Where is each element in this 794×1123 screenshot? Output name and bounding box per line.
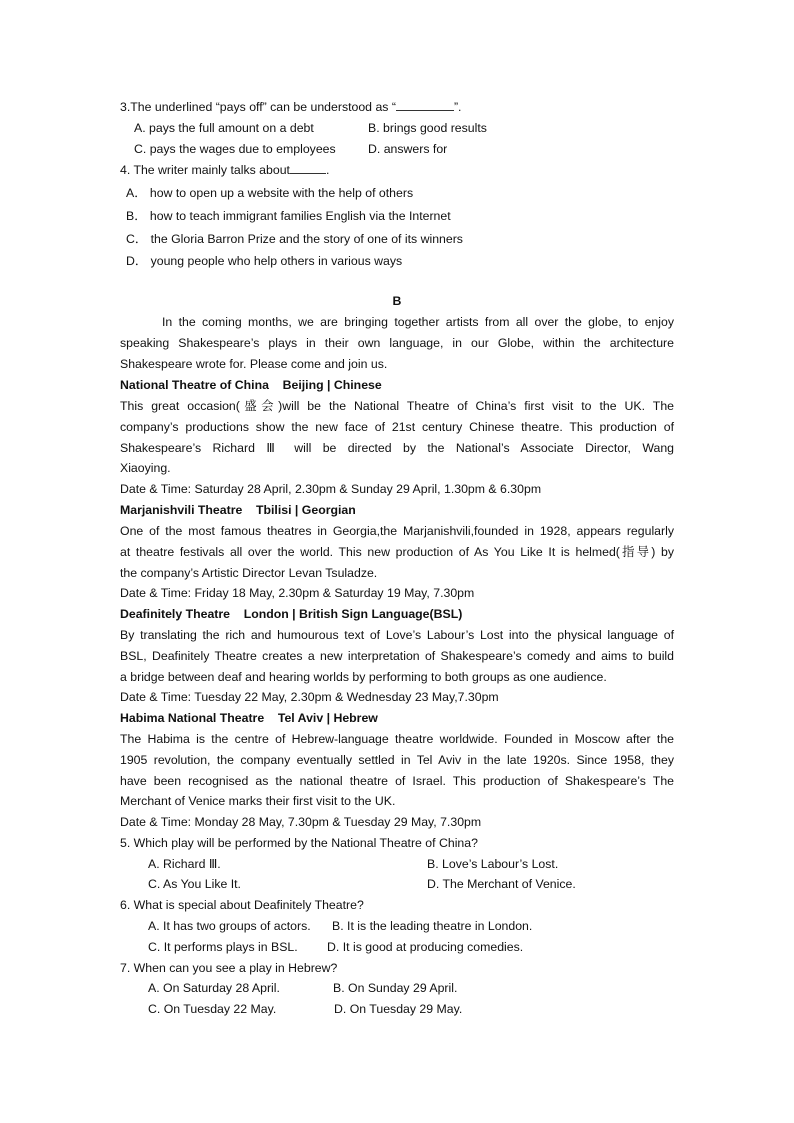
q7-option-c: C. On Tuesday 22 May. xyxy=(148,1002,277,1016)
theatre-2-body-1: One of the most famous theatres in Georgia,the Marjanishvili,founded in 1928, appears regularly xyxy=(120,524,674,538)
q4-answer-blank xyxy=(290,163,326,174)
theatre-4-body-4: Merchant of Venice marks their first visit to the UK. xyxy=(120,794,396,808)
q4-stem-text: 4. The writer mainly talks about xyxy=(120,163,290,177)
q3-stem-end: ”. xyxy=(453,100,462,114)
section-b-heading: B xyxy=(392,294,402,308)
theatre-4-datetime: Date & Time: Monday 28 May, 7.30pm & Tuesday 29 May, 7.30pm xyxy=(120,815,482,829)
intro-line-1: In the coming months, we are bringing together artists from all over the globe, to enjoy xyxy=(162,315,674,329)
q4-option-c: C． the Gloria Barron Prize and the story of one of its winners xyxy=(126,232,463,246)
q6-option-b: B. It is the leading theatre in London. xyxy=(332,919,533,933)
q6-stem: 6. What is special about Deafinitely Theatre? xyxy=(120,898,364,912)
q4-option-a: A． how to open up a website with the help of others xyxy=(126,186,414,200)
theatre-1-body-4: Xiaoying. xyxy=(120,461,171,475)
q4-stem xyxy=(120,162,329,178)
q5-option-c: C. As You Like It. xyxy=(148,877,241,891)
theatre-4-body-3: have been recognised as the national theatre of Israel. This production of Shakespeare’s The xyxy=(120,774,674,788)
theatre-1-body-2: company’s productions show the new face of 21st century Chinese theatre. This production of xyxy=(120,420,674,434)
q4-option-d: D． young people who help others in various ways xyxy=(126,254,403,268)
q6-option-c: C. It performs plays in BSL. xyxy=(148,940,298,954)
theatre-2-title: Marjanishvili Theatre Tbilisi | Georgian xyxy=(120,503,356,517)
q4-option-b: B． how to teach immigrant families English via the Internet xyxy=(126,209,451,223)
q3-stem-text: 3.The underlined “pays off” can be understood as “ xyxy=(120,100,396,114)
intro-line-3: Shakespeare wrote for. Please come and join us. xyxy=(120,357,388,371)
theatre-1-title: National Theatre of China Beijing | Chinese xyxy=(120,378,382,392)
q5-option-b: B. Love’s Labour’s Lost. xyxy=(427,857,559,871)
theatre-1-body-3: Shakespeare’s Richard Ⅲ will be directed by the National’s Associate Director, Wang xyxy=(120,441,674,455)
q3-stem xyxy=(120,99,461,115)
q3-option-c: C. pays the wages due to employees xyxy=(134,142,336,156)
q6-option-a: A. It has two groups of actors. xyxy=(148,919,311,933)
q7-option-d: D. On Tuesday 29 May. xyxy=(334,1002,463,1016)
q5-option-d: D. The Merchant of Venice. xyxy=(427,877,576,891)
theatre-2-datetime: Date & Time: Friday 18 May, 2.30pm & Saturday 19 May, 7.30pm xyxy=(120,586,475,600)
q7-option-b: B. On Sunday 29 April. xyxy=(333,981,458,995)
q4-stem-end: . xyxy=(325,163,330,177)
theatre-3-title: Deafinitely Theatre London | British Sign Language(BSL) xyxy=(120,607,463,621)
theatre-2-body-3: the company’s Artistic Director Levan Tsuladze. xyxy=(120,566,378,580)
theatre-3-body-3: a bridge between deaf and hearing worlds by performing to both groups as one audience. xyxy=(120,670,607,684)
intro-line-2: speaking Shakespeare’s plays in their own language, in our Globe, within the architecture xyxy=(120,336,674,350)
theatre-4-title: Habima National Theatre Tel Aviv | Hebrew xyxy=(120,711,378,725)
theatre-2-body-2: at theatre festivals all over the world. This new production of As You Like It is helmed(指导) by xyxy=(120,545,674,559)
q5-option-a: A. Richard Ⅲ. xyxy=(148,857,221,871)
q6-option-d: D. It is good at producing comedies. xyxy=(327,940,524,954)
q7-option-a: A. On Saturday 28 April. xyxy=(148,981,280,995)
q3-option-b: B. brings good results xyxy=(368,121,487,135)
theatre-3-body-1: By translating the rich and humourous text of Love’s Labour’s Lost into the physical language of xyxy=(120,628,674,642)
theatre-4-body-1: The Habima is the centre of Hebrew-language theatre worldwide. Founded in Moscow after the xyxy=(120,732,674,746)
theatre-1-body-1: This great occasion(盛会)will be the National Theatre of China’s first visit to the UK. The xyxy=(120,399,674,413)
theatre-4-body-2: 1905 revolution, the company eventually settled in Tel Aviv in the late 1920s. Since 1958, they xyxy=(120,753,674,767)
theatre-3-datetime: Date & Time: Tuesday 22 May, 2.30pm & Wednesday 23 May,7.30pm xyxy=(120,690,499,704)
q5-stem: 5. Which play will be performed by the National Theatre of China? xyxy=(120,836,478,850)
q3-option-d: D. answers for xyxy=(368,142,448,156)
theatre-3-body-2: BSL, Deafinitely Theatre creates a new interpretation of Shakespeare’s comedy and aims to build xyxy=(120,649,674,663)
q3-answer-blank xyxy=(396,100,454,111)
theatre-1-datetime: Date & Time: Saturday 28 April, 2.30pm & Sunday 29 April, 1.30pm & 6.30pm xyxy=(120,482,542,496)
q3-option-a: A. pays the full amount on a debt xyxy=(134,121,314,135)
q7-stem: 7. When can you see a play in Hebrew? xyxy=(120,961,338,975)
